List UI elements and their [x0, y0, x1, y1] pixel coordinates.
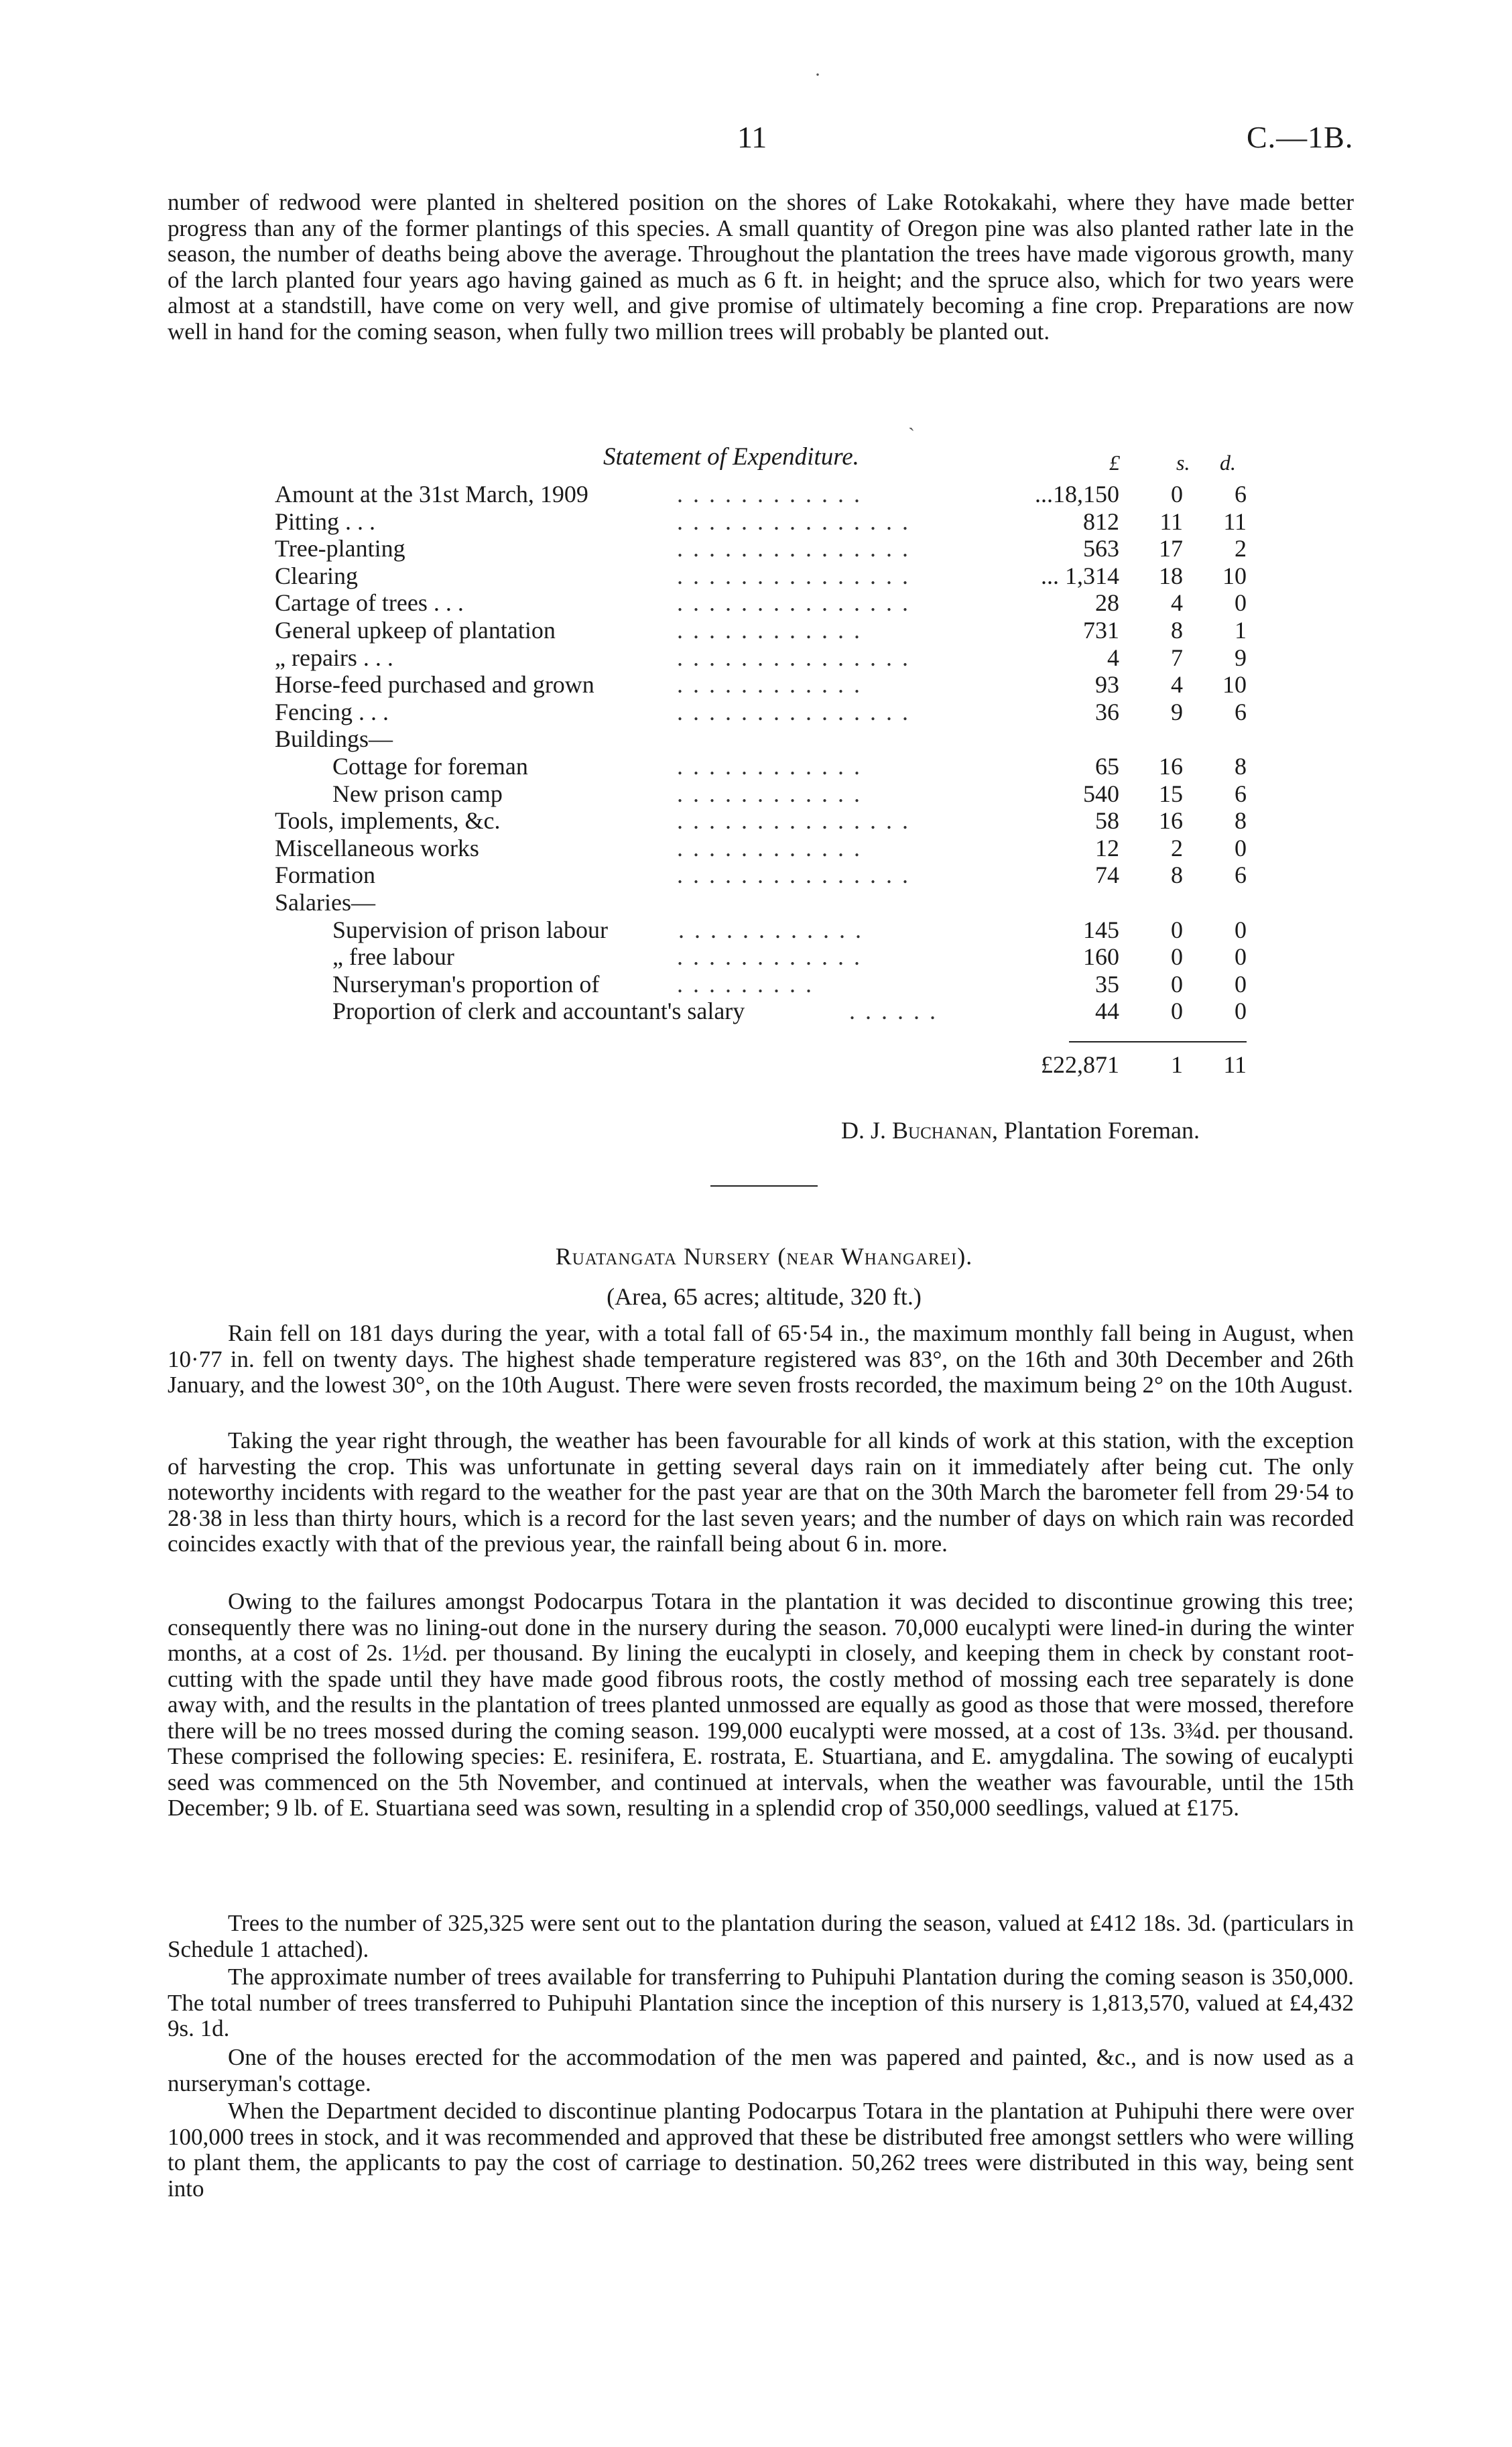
- expenditure-total-row: [275, 1051, 1247, 1078]
- expenditure-shillings: 4: [1171, 671, 1183, 699]
- expenditure-label: Nurseryman's proportion of: [332, 970, 600, 998]
- expenditure-shillings: 11: [1159, 508, 1183, 535]
- section-divider: [710, 1185, 818, 1187]
- leader-dots: . . . . . . . . . . . .: [678, 916, 863, 943]
- expenditure-pounds: ...18,150: [1035, 481, 1119, 508]
- expenditure-row: [275, 589, 1247, 616]
- expenditure-row: [275, 889, 1247, 916]
- expenditure-row: [275, 916, 1247, 943]
- expenditure-row: [275, 861, 1247, 888]
- expenditure-label: Supervision of prison labour: [332, 916, 608, 943]
- signature: [841, 1116, 1200, 1144]
- expenditure-pounds: 65: [1095, 753, 1119, 780]
- expenditure-row: [275, 481, 1247, 508]
- signature-name: D. J. Buchanan: [841, 1117, 993, 1144]
- expenditure-row: [275, 671, 1247, 698]
- section-subtitle: (Area, 65 acres; altitude, 320 ft.): [607, 1283, 922, 1310]
- document-reference: C.—1B.: [1247, 120, 1354, 154]
- expenditure-shillings: 15: [1159, 780, 1183, 807]
- expenditure-pounds: 35: [1095, 970, 1119, 998]
- expenditure-shillings: 17: [1159, 535, 1183, 562]
- leader-dots: . . . . . . . . . . . .: [677, 834, 862, 861]
- expenditure-pounds: 731: [1083, 617, 1119, 644]
- expenditure-label: Clearing: [275, 562, 358, 589]
- expenditure-pence: 0: [1235, 916, 1247, 943]
- expenditure-label: Salaries—: [275, 889, 375, 916]
- expenditure-label: Miscellaneous works: [275, 834, 479, 861]
- leader-dots: . . . . . . . . .: [677, 970, 814, 998]
- paragraph-distribution: When the Department decided to discontinue planting Podocarpus Totara in the plantation at Puhipuhi there were over 100,000 trees in stock, and it was recommended and approved that these be distributed free amongst settlers who were willing to plant them, the applicants to pay the cost of carriage to destination. 50,262 trees were distributed in this way, being sent into: [168, 2098, 1354, 2202]
- expenditure-shillings: 0: [1171, 943, 1183, 971]
- leader-dots: . . . . . . . . . . . .: [677, 481, 862, 508]
- paragraph-transfer: The approximate number of trees available for transferring to Puhipuhi Plantation during the coming season is 350,000. The total number of trees transferred to Puhipuhi Plantation since the inception of this nursery is 1,813,570, valued at £4,432 9s. 1d.: [168, 1964, 1354, 2041]
- expenditure-pence: 11: [1223, 508, 1247, 535]
- paragraph-rainfall: Rain fell on 181 days during the year, with a total fall of 65·54 in., the maximum monthly fall being in August, when 10·77 in. fell on twenty days. The highest shade temperature registered was 83°, on the 16th and 30th December and 26th January, and the lowest 30°, on the 10th August. There were seven frosts recorded, the maximum being 2° on the 10th August.: [168, 1320, 1354, 1398]
- expenditure-shillings: 4: [1171, 589, 1183, 617]
- expenditure-shillings: 16: [1159, 807, 1183, 835]
- expenditure-row: [275, 562, 1247, 589]
- signature-title: , Plantation Foreman.: [992, 1117, 1200, 1144]
- expenditure-label: Amount at the 31st March, 1909: [275, 481, 588, 508]
- expenditure-pence: 0: [1235, 943, 1247, 971]
- leader-dots: . . . . . . . . . . . . . . .: [677, 644, 910, 671]
- leader-dots: . . . . . . . . . . . . . . .: [677, 807, 910, 835]
- expenditure-pounds: 36: [1095, 698, 1119, 725]
- expenditure-pence: 0: [1235, 970, 1247, 998]
- paragraph-weather: Taking the year right through, the weather has been favourable for all kinds of work at this station, with the exception of harvesting the crop. This was unfortunate in getting several days rain on it immediately after being cut. The only noteworthy incidents with regard to the weather for the past year are that on the 30th March the barometer fell from 29·54 to 28·38 in less than thirty hours, which is a record for the last seven years; and the number of days on which rain was recorded coincides exactly with that of the previous year, the rainfall being about 6 in. more.: [168, 1427, 1354, 1557]
- expenditure-pounds: 4: [1107, 644, 1119, 671]
- expenditure-label: Fencing . . .: [275, 698, 389, 725]
- expenditure-shillings: 16: [1159, 753, 1183, 780]
- leader-dots: . . . . . . . . . . . .: [677, 753, 862, 780]
- expenditure-pence: 6: [1235, 780, 1247, 807]
- expenditure-pounds: 12: [1095, 834, 1119, 861]
- column-head-pence: d.: [1220, 451, 1236, 475]
- expenditure-label: Tree-planting: [275, 535, 405, 562]
- expenditure-row: [275, 943, 1247, 970]
- expenditure-row: [275, 753, 1247, 780]
- total-rule: [1069, 1041, 1247, 1042]
- speck-mark: ˏ: [908, 409, 915, 431]
- expenditure-row: [275, 807, 1247, 834]
- expenditure-pence: 10: [1222, 562, 1247, 589]
- column-head-shillings: s.: [1176, 451, 1190, 475]
- expenditure-pounds: 540: [1083, 780, 1119, 807]
- expenditure-pence: 6: [1235, 861, 1247, 889]
- leader-dots: . . . . . . . . . . . . . . .: [677, 589, 910, 617]
- expenditure-shillings: 18: [1159, 562, 1183, 589]
- statement-title: Statement of Expenditure.: [603, 443, 859, 471]
- expenditure-pounds: 145: [1083, 916, 1119, 943]
- expenditure-shillings: 7: [1171, 644, 1183, 671]
- leader-dots: . . . . . . . . . . . .: [677, 943, 862, 971]
- expenditure-row: [275, 725, 1247, 752]
- leader-dots: . . . . . . . . . . . . . . .: [677, 562, 910, 589]
- expenditure-pence: 2: [1235, 535, 1247, 562]
- expenditure-pence: 6: [1235, 698, 1247, 725]
- expenditure-shillings: 8: [1171, 861, 1183, 889]
- expenditure-label: Cottage for foreman: [332, 753, 528, 780]
- leader-dots: . . . . . . . . . . . .: [677, 780, 862, 807]
- expenditure-label: General upkeep of plantation: [275, 617, 556, 644]
- expenditure-row: [275, 780, 1247, 807]
- paragraph-cottage: One of the houses erected for the accommodation of the men was papered and painted, &c., and is now used as a nurseryman's cottage.: [168, 2044, 1354, 2096]
- total-pounds: £22,871: [1041, 1051, 1119, 1078]
- expenditure-pounds: 93: [1095, 671, 1119, 699]
- expenditure-pence: 6: [1235, 481, 1247, 508]
- expenditure-label: „ repairs . . .: [275, 644, 393, 671]
- total-shillings: 1: [1171, 1051, 1183, 1078]
- expenditure-row: [275, 699, 1247, 725]
- leader-dots: . . . . . . . . . . . . . . .: [677, 861, 910, 889]
- intro-paragraph: number of redwood were planted in sheltered position on the shores of Lake Rotokakahi, where they have made better progress than any of the former plantings of this species. A small quantity of Oregon pine was also planted rather late in the season, the number of deaths being above the average. Throughout the plantation the trees have made vigorous growth, many of the larch planted four years ago having gained as much as 6 ft. in height; and the spruce also, which for two years were almost at a standstill, have come on very well, and give promise of ultimately becoming a fine crop. Preparations are now well in hand for the coming season, when fully two million trees will probably be planted out.: [168, 189, 1354, 345]
- expenditure-label: Horse-feed purchased and grown: [275, 671, 594, 699]
- expenditure-row: [275, 971, 1247, 998]
- expenditure-label: „ free labour: [332, 943, 454, 971]
- expenditure-row: [275, 835, 1247, 861]
- expenditure-row: [275, 998, 1247, 1024]
- expenditure-pence: 9: [1235, 644, 1247, 671]
- leader-dots: . . . . . . . . . . . . . . .: [677, 535, 910, 562]
- leader-dots: . . . . . . . . . . . .: [677, 671, 862, 699]
- expenditure-pounds: 28: [1095, 589, 1119, 617]
- leader-dots: . . . . . .: [849, 998, 938, 1025]
- expenditure-pence: 8: [1235, 807, 1247, 835]
- expenditure-label: Buildings—: [275, 725, 393, 753]
- expenditure-shillings: 0: [1171, 916, 1183, 943]
- expenditure-pence: 0: [1235, 834, 1247, 861]
- expenditure-label: New prison camp: [332, 780, 503, 807]
- expenditure-shillings: 0: [1171, 998, 1183, 1025]
- expenditure-row: [275, 535, 1247, 562]
- expenditure-row: [275, 644, 1247, 671]
- expenditure-pounds: 74: [1095, 861, 1119, 889]
- expenditure-pence: 8: [1235, 753, 1247, 780]
- leader-dots: . . . . . . . . . . . .: [677, 617, 862, 644]
- expenditure-pounds: 563: [1083, 535, 1119, 562]
- paragraph-podocarpus: Owing to the failures amongst Podocarpus Totara in the plantation it was decided to discontinue growing this tree; consequently there was no lining-out done in the nursery during the season. 70,000 eucalypti were lined-in during the winter months, at a cost of 2s. 1½d. per thousand. By lining the eucalypti in closely, and keeping them in check by constant root-cutting with the spade until they have made good fibrous roots, the costly method of mossing each tree separately is done away with, and the results in the plantation of trees planted unmossed are equally as good as those that were mossed, therefore there will be no trees mossed during the coming season. 199,000 eucalypti were mossed, at a cost of 13s. 3¾d. per thousand. These comprised the following species: E. resinifera, E. rostrata, E. Stuartiana, and E. amygdalina. The sowing of eucalypti seed was commenced on the 5th November, and continued at intervals, when the weather was favourable, until the 15th December; 9 lb. of E. Stuartiana seed was sown, resulting in a splendid crop of 350,000 seedlings, valued at £175.: [168, 1588, 1354, 1821]
- leader-dots: . . . . . . . . . . . . . . .: [677, 508, 910, 535]
- expenditure-pounds: 160: [1083, 943, 1119, 971]
- expenditure-shillings: 2: [1171, 834, 1183, 861]
- expenditure-label: Tools, implements, &c.: [275, 807, 501, 835]
- expenditure-label: Pitting . . .: [275, 508, 376, 535]
- expenditure-row: [275, 617, 1247, 644]
- expenditure-pounds: 812: [1083, 508, 1119, 535]
- expenditure-pounds: ... 1,314: [1041, 562, 1119, 589]
- speck-mark: ·: [814, 64, 821, 86]
- expenditure-label: Formation: [275, 861, 375, 889]
- total-pence: 11: [1223, 1051, 1247, 1078]
- expenditure-shillings: 0: [1171, 970, 1183, 998]
- expenditure-row: [275, 508, 1247, 535]
- expenditure-label: Cartage of trees . . .: [275, 589, 464, 617]
- page-number: 11: [737, 120, 767, 154]
- expenditure-pence: 10: [1222, 671, 1247, 699]
- expenditure-pence: 1: [1235, 617, 1247, 644]
- section-title: Ruatangata Nursery (near Whangarei).: [555, 1243, 973, 1270]
- paragraph-trees-sent: Trees to the number of 325,325 were sent out to the plantation during the season, valued at £412 18s. 3d. (particulars in Schedule 1 attached).: [168, 1910, 1354, 1962]
- expenditure-pence: 0: [1235, 589, 1247, 617]
- column-head-pounds: £: [1109, 451, 1120, 475]
- expenditure-shillings: 0: [1171, 481, 1183, 508]
- expenditure-pounds: 44: [1095, 998, 1119, 1025]
- expenditure-shillings: 9: [1171, 698, 1183, 725]
- expenditure-pence: 0: [1235, 998, 1247, 1025]
- expenditure-label: Proportion of clerk and accountant's salary: [332, 998, 745, 1025]
- expenditure-pounds: 58: [1095, 807, 1119, 835]
- leader-dots: . . . . . . . . . . . . . . .: [677, 698, 910, 725]
- expenditure-shillings: 8: [1171, 617, 1183, 644]
